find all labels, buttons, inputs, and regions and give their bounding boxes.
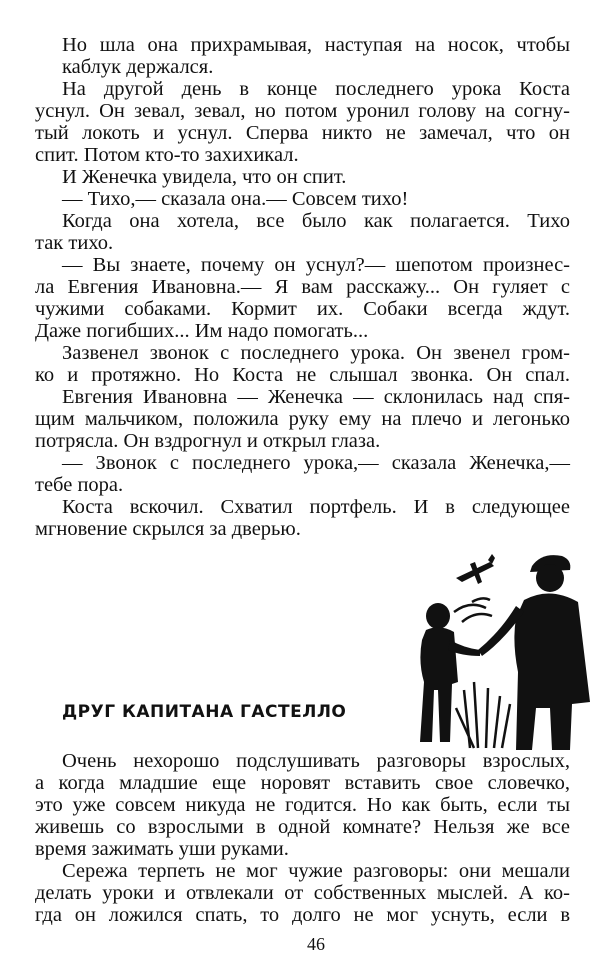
text-line: Когда она хотела, все было как полагается. Тихо xyxy=(62,210,570,232)
page-number: 46 xyxy=(307,934,325,954)
text-line: мгновение скрылся за дверью. xyxy=(35,518,301,540)
book-page xyxy=(35,34,570,954)
text-line: потрясла. Он вздрогнул и открыл глаза. xyxy=(35,430,381,452)
text-line: а когда младшие еще норовят вставить свое словечко, xyxy=(35,772,570,794)
text-line: — Вы знаете, почему он уснул?— шепотом произнес- xyxy=(62,254,570,276)
airplane-icon xyxy=(456,554,495,584)
boy-silhouette xyxy=(420,603,480,742)
text-line: тый локоть и уснул. Сперва никто не замечал, что он xyxy=(35,122,570,144)
chapter-heading: ДРУГ КАПИТАНА ГАСТЕЛЛО xyxy=(62,702,347,722)
text-line: ко и протяжно. Но Коста не слышал звонка. Он спал. xyxy=(35,364,570,386)
text-line: так тихо. xyxy=(35,232,114,254)
text-line: Очень нехорошо подслушивать разговоры взрослых, xyxy=(62,750,570,772)
text-line: — Звонок с последнего урока,— сказала Женечка,— xyxy=(62,452,570,474)
ground-rays xyxy=(456,682,510,748)
text-line: И Женечка увидела, что он спит. xyxy=(62,166,347,188)
text-line: делать уроки и отвлекали от собственных мыслей. А ко- xyxy=(35,882,570,904)
text-line: щим мальчиком, положила руку ему на плечо и легонько xyxy=(35,408,570,430)
text-line: чужими собаками. Кормит их. Собаки всегда ждут. xyxy=(35,298,570,320)
text-line: это уже совсем никуда не годится. Но как быть, если ты xyxy=(35,794,570,816)
text-line: На другой день в конце последнего урока Коста xyxy=(62,78,570,100)
sky-strokes xyxy=(454,598,492,622)
text-line: Коста вскочил. Схватил портфель. И в следующее xyxy=(62,496,570,518)
text-line: Зазвенел звонок с последнего урока. Он звенел гром- xyxy=(62,342,570,364)
text-line: Но шла она прихрамывая, наступая на носок, чтобы xyxy=(62,34,570,56)
text-line: гда он ложился спать, то долго не мог уснуть, если в xyxy=(35,904,570,926)
silhouette-illustration xyxy=(412,522,600,752)
text-line: — Тихо,— сказала она.— Совсем тихо! xyxy=(62,188,409,210)
text-line: Сережа терпеть не мог чужие разговоры: они мешали xyxy=(62,860,570,882)
text-line: спит. Потом кто-то захихикал. xyxy=(35,144,299,166)
text-line: Даже погибших... Им надо помогать... xyxy=(35,320,369,342)
text-line: Евгения Ивановна — Женечка — склонилась над спя- xyxy=(62,386,570,408)
text-line: время зажимать уши руками. xyxy=(35,838,289,860)
text-line: уснул. Он зевал, зевал, но потом уронил голову на согну- xyxy=(35,100,570,122)
text-line: живешь со взрослыми в одной комнате? Нельзя же все xyxy=(35,816,570,838)
text-line: ла Евгения Ивановна.— Я вам расскажу... Он гуляет с xyxy=(35,276,570,298)
text-line: каблук держался. xyxy=(62,56,214,78)
text-line: тебе пора. xyxy=(35,474,124,496)
pilot-silhouette xyxy=(478,555,590,750)
